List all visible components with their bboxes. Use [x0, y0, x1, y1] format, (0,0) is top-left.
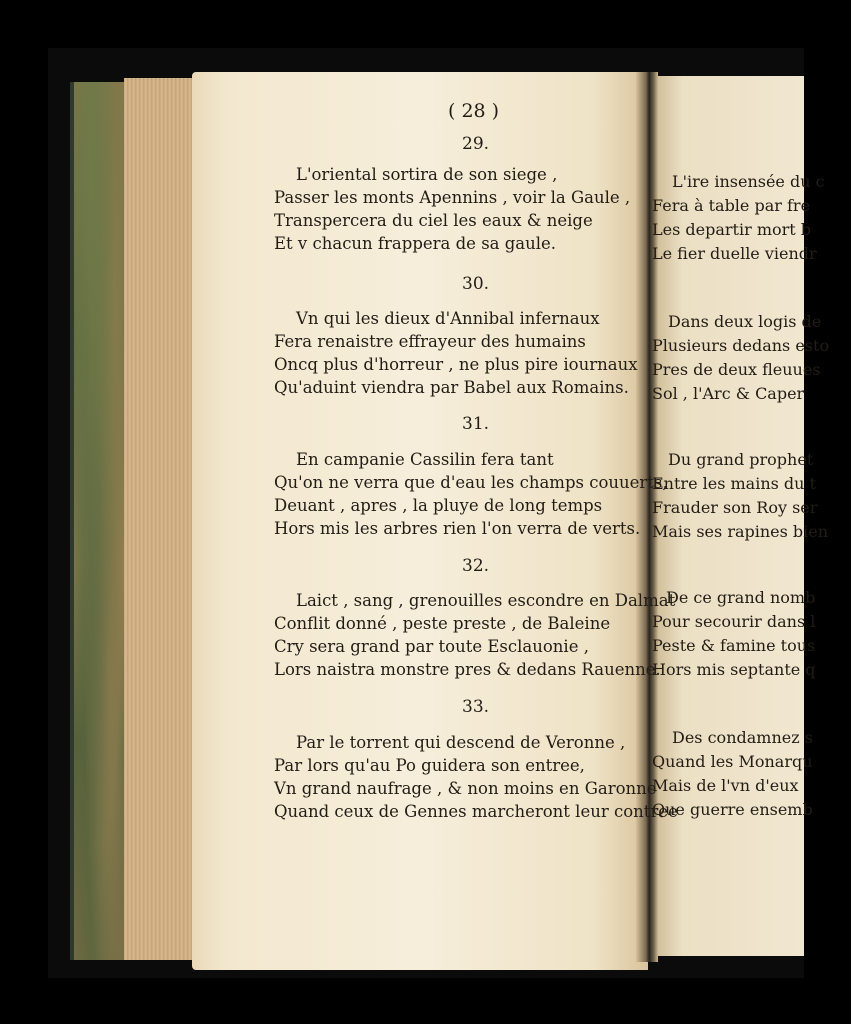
- verse-line: Oncq plus d'horreur , ne plus pire iournaux: [274, 355, 638, 374]
- verse-line: Les departir mort b: [652, 220, 812, 239]
- right-page-text: [652, 76, 830, 956]
- quatrain-number: 31.: [462, 414, 490, 434]
- page-edges: [124, 78, 194, 960]
- verse-line: Vn grand naufrage , & non moins en Garonne: [274, 779, 657, 798]
- verse-line: Le fier duelle viendr: [652, 244, 817, 263]
- quatrain-number: 33.: [462, 697, 490, 717]
- verse-line: Deuant , apres , la pluye de long temps: [274, 496, 603, 515]
- verse-line: Du grand prophet: [668, 450, 814, 469]
- verse-line: Et v chacun frappera de sa gaule.: [274, 234, 557, 253]
- verse-line: Peste & famine tous: [652, 636, 816, 655]
- verse-line: Qu'aduint viendra par Babel aux Romains.: [274, 378, 629, 397]
- page-number: ( 28 ): [448, 100, 500, 122]
- verse-line: Entre les mains du t: [652, 474, 816, 493]
- verse-line: L'ire insensée du c: [672, 172, 825, 191]
- verse-line: Pour secourir dans l: [652, 612, 816, 631]
- verse-line: Quand les Monarqu: [652, 752, 813, 771]
- verse-line: Laict , sang , grenouilles escondre en Dalmat: [296, 591, 676, 610]
- verse-line: Fera renaistre effrayeur des humains: [274, 332, 586, 351]
- verse-line: Hors mis les arbres rien l'on verra de verts.: [274, 519, 641, 538]
- verse-line: Pres de deux fleuues: [652, 360, 821, 379]
- verse-line: Mais de l'vn d'eux: [652, 776, 799, 795]
- verse-line: En campanie Cassilin fera tant: [296, 450, 554, 469]
- quatrain-number: 30.: [462, 274, 490, 294]
- quatrain-number: 29.: [462, 134, 490, 154]
- verse-line: Hors mis septante q: [652, 660, 816, 679]
- verse-line: Plusieurs dedans esto: [652, 336, 830, 355]
- verse-line: Sol , l'Arc & Caper: [652, 384, 805, 403]
- marbled-cover-edge: [70, 82, 132, 960]
- verse-line: Transpercera du ciel les eaux & neige: [274, 211, 593, 230]
- verse-line: Vn qui les dieux d'Annibal infernaux: [296, 309, 600, 328]
- verse-line: Par lors qu'au Po guidera son entree,: [274, 756, 585, 775]
- verse-line: Cry sera grand par toute Esclauonie ,: [274, 637, 589, 656]
- quatrain-number: 32.: [462, 556, 490, 576]
- verse-line: Passer les monts Apennins , voir la Gaule ,: [274, 188, 631, 207]
- verse-line: Mais ses rapines bien: [652, 522, 829, 541]
- verse-line: Des condamnez s: [672, 728, 813, 747]
- verse-line: Frauder son Roy ser: [652, 498, 818, 517]
- verse-line: Dans deux logis de: [668, 312, 822, 331]
- verse-line: Par le torrent qui descend de Veronne ,: [296, 733, 626, 752]
- verse-line: De ce grand nomb: [666, 588, 816, 607]
- verse-line: Qu'on ne verra que d'eau les champs couuerts,: [274, 473, 668, 492]
- verse-line: Quand ceux de Gennes marcheront leur contree: [274, 802, 678, 821]
- verse-line: Lors naistra monstre pres & dedans Rauenne.: [274, 660, 661, 679]
- verse-line: L'oriental sortira de son siege ,: [296, 165, 558, 184]
- verse-line: Fera à table par fre: [652, 196, 811, 215]
- verse-line: Que guerre ensemb: [652, 800, 813, 819]
- verse-line: Conflit donné , peste preste , de Baleine: [274, 614, 611, 633]
